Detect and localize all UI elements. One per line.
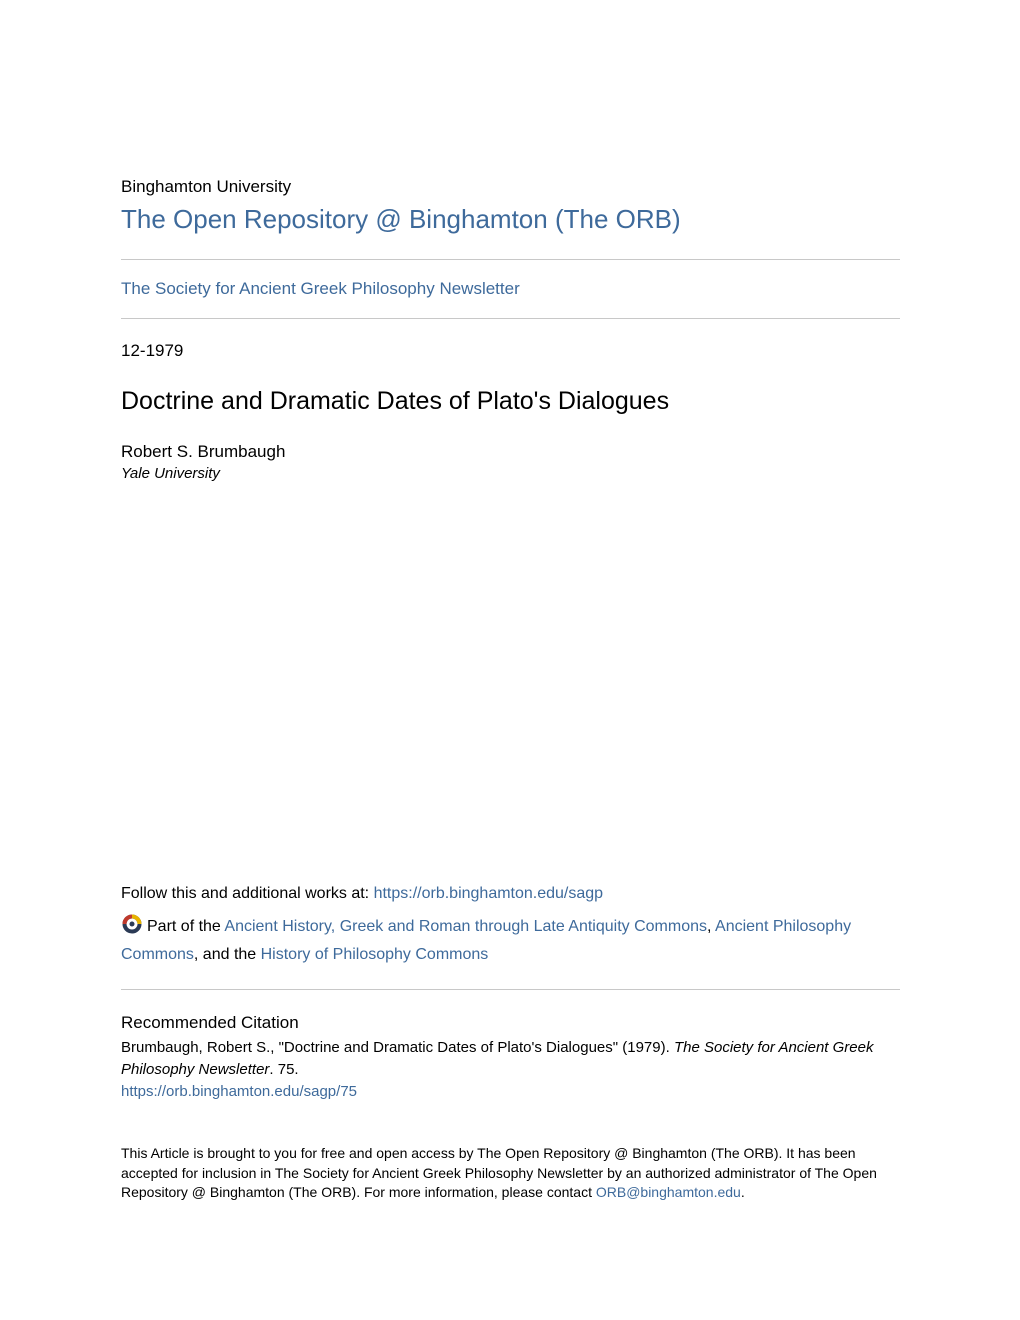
- commons-link-ancient-philosophy[interactable]: Ancient Philosophy Commons: [121, 918, 852, 963]
- citation-heading: Recommended Citation: [121, 1013, 299, 1032]
- footer-text: This Article is brought to you for free and open access by The Open Repository @ Binghamton (The ORB). It has been accepted for inclusion in The Society for Ancient Greek Philosophy Newsletter by an authorized administrator of The Open Repository @ Binghamton (The ORB). For more information, please contact: [121, 1145, 877, 1200]
- contact-email-link[interactable]: ORB@binghamton.edu: [595, 1184, 741, 1200]
- citation-number: . 75.: [269, 1061, 299, 1078]
- divider: [121, 318, 900, 319]
- follow-url-link[interactable]: https://orb.binghamton.edu/sagp: [373, 885, 604, 902]
- repository-link[interactable]: The Open Repository @ Binghamton (The ORB): [121, 204, 681, 234]
- follow-line: [121, 885, 603, 903]
- footer-end: .: [740, 1184, 745, 1200]
- article-title: Doctrine and Dramatic Dates of Plato's Dialogues: [121, 387, 670, 415]
- divider: [121, 259, 900, 260]
- publication-date: 12-1979: [121, 341, 184, 360]
- part-of-separator: , and the: [193, 946, 261, 963]
- author-affiliation: Yale University: [121, 465, 220, 482]
- citation-text: [121, 1037, 911, 1103]
- divider: [121, 989, 900, 990]
- follow-prefix: Follow this and additional works at:: [121, 885, 374, 902]
- citation-journal: The Society for Ancient Greek Philosophy Newsletter: [121, 1039, 874, 1078]
- commons-link-history-of-philosophy[interactable]: History of Philosophy Commons: [260, 946, 489, 963]
- part-of-separator: ,: [707, 918, 716, 935]
- citation-body: Brumbaugh, Robert S., "Doctrine and Dramatic Dates of Plato's Dialogues" (1979).: [121, 1039, 674, 1056]
- commons-link-ancient-history[interactable]: Ancient History, Greek and Roman through Late Antiquity Commons: [224, 918, 707, 935]
- author-name: Robert S. Brumbaugh: [121, 442, 286, 461]
- institution-name: Binghamton University: [121, 177, 292, 196]
- citation-url-link[interactable]: https://orb.binghamton.edu/sagp/75: [121, 1083, 358, 1100]
- part-of-line: [121, 913, 911, 969]
- network-commons-icon: [121, 913, 143, 935]
- part-of-prefix: Part of the: [147, 918, 225, 935]
- footer-notice: [121, 1144, 901, 1203]
- series-link[interactable]: The Society for Ancient Greek Philosophy Newsletter: [121, 279, 520, 298]
